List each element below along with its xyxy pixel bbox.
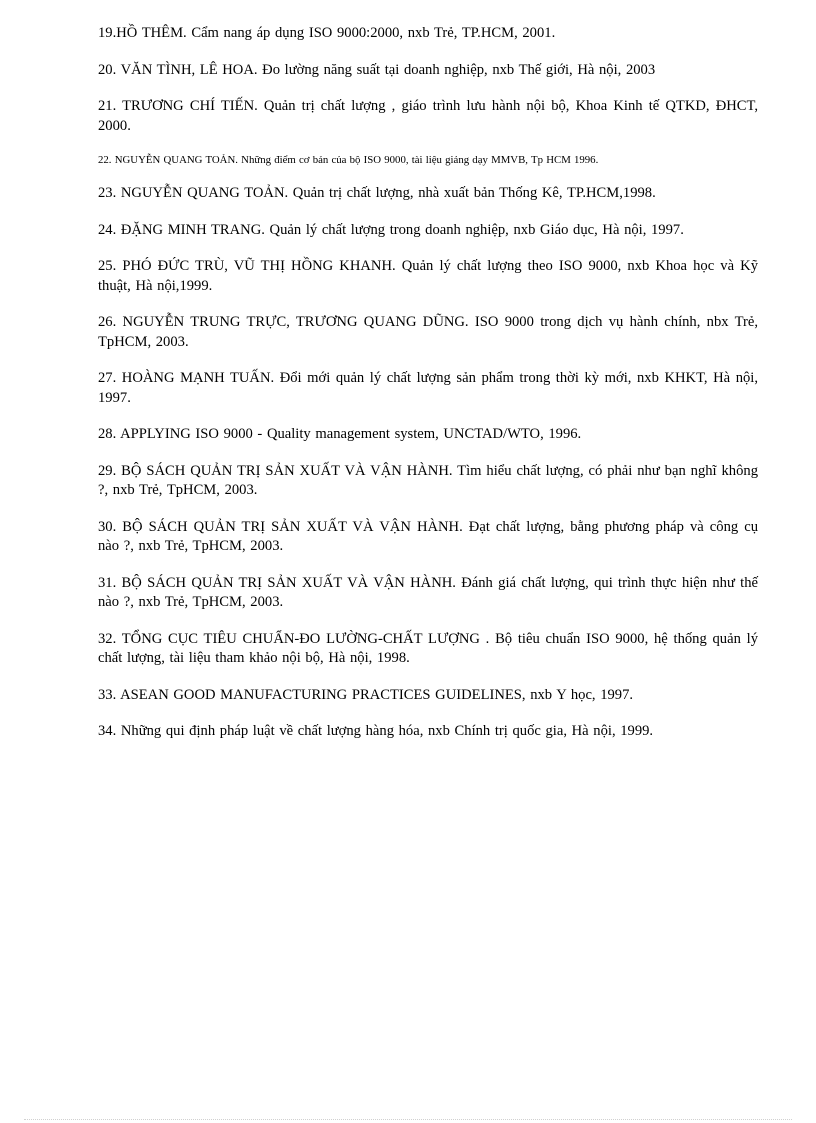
reference-item-29: 29. BỘ SÁCH QUẢN TRỊ SẢN XUẤT VÀ VẬN HÀNH. Tìm hiểu chất lượng, có phải như bạn nghĩ không ?, nxb Trẻ, TpHCM, 2003. xyxy=(98,462,758,498)
reference-item-23: 23. NGUYỄN QUANG TOẢN. Quản trị chất lượng, nhà xuất bản Thống Kê, TP.HCM,1998. xyxy=(98,185,656,201)
reference-item-24: 24. ĐẶNG MINH TRANG. Quản lý chất lượng trong doanh nghiệp, nxb Giáo dục, Hà nội, 1997. xyxy=(98,221,684,238)
reference-item-27: 27. HOÀNG MẠNH TUẤN. Đổi mới quản lý chất lượng sản phẩm trong thời kỳ mới, nxb KHKT, Hà nội, 1997. xyxy=(98,370,758,406)
reference-item-20: 20. VĂN TÌNH, LÊ HOA. Đo lường năng suất tại doanh nghiệp, nxb Thế giới, Hà nội, 2003 xyxy=(98,61,656,78)
reference-item-32: 32. TỔNG CỤC TIÊU CHUẨN-ĐO LƯỜNG-CHẤT LƯỢNG . Bộ tiêu chuẩn ISO 9000, hệ thống quản lý chất lượng, tài liệu tham khảo nội bộ, Hà nội, 1998. xyxy=(98,630,758,666)
reference-item-31: 31. BỘ SÁCH QUẢN TRỊ SẢN XUẤT VÀ VẬN HÀNH. Đánh giá chất lượng, qui trình thực hiện như thế nào ?, nxb Trẻ, TpHCM, 2003. xyxy=(98,574,758,610)
reference-item-21: 21. TRƯƠNG CHÍ TIẾN. Quản trị chất lượng , giáo trình lưu hành nội bộ, Khoa Kinh tế QTKD, ĐHCT, 2000. xyxy=(98,98,758,134)
reference-item-34: 34. Những qui định pháp luật về chất lượng hàng hóa, nxb Chính trị quốc gia, Hà nội, 1999. xyxy=(98,723,654,739)
reference-item-25: 25. PHÓ ĐỨC TRÙ, VŨ THỊ HỒNG KHANH. Quản lý chất lượng theo ISO 9000, nxb Khoa học và Kỹ thuật, Hà nội,1999. xyxy=(98,258,758,294)
reference-item-22: 22. NGUYỄN QUANG TOẢN. Những điểm cơ bản của bộ ISO 9000, tài liệu giảng dạy MMVB, Tp HCM 1996. xyxy=(98,154,599,166)
page-bottom-divider xyxy=(24,1119,792,1120)
reference-item-19: 19.HỒ THÊM. Cẩm nang áp dụng ISO 9000:2000, nxb Trẻ, TP.HCM, 2001. xyxy=(98,25,556,41)
reference-item-28: 28. APPLYING ISO 9000 - Quality management system, UNCTAD/WTO, 1996. xyxy=(98,426,582,442)
reference-item-26: 26. NGUYỄN TRUNG TRỰC, TRƯƠNG QUANG DŨNG. ISO 9000 trong dịch vụ hành chính, nbx Trẻ, TpHCM, 2003. xyxy=(98,314,758,350)
reference-list xyxy=(98,24,758,759)
reference-item-30: 30. BỘ SÁCH QUẢN TRỊ SẢN XUẤT VÀ VẬN HÀNH. Đạt chất lượng, bằng phương pháp và công cụ nào ?, nxb Trẻ, TpHCM, 2003. xyxy=(98,518,758,554)
reference-item-33: 33. ASEAN GOOD MANUFACTURING PRACTICES GUIDELINES, nxb Y học, 1997. xyxy=(98,686,634,703)
